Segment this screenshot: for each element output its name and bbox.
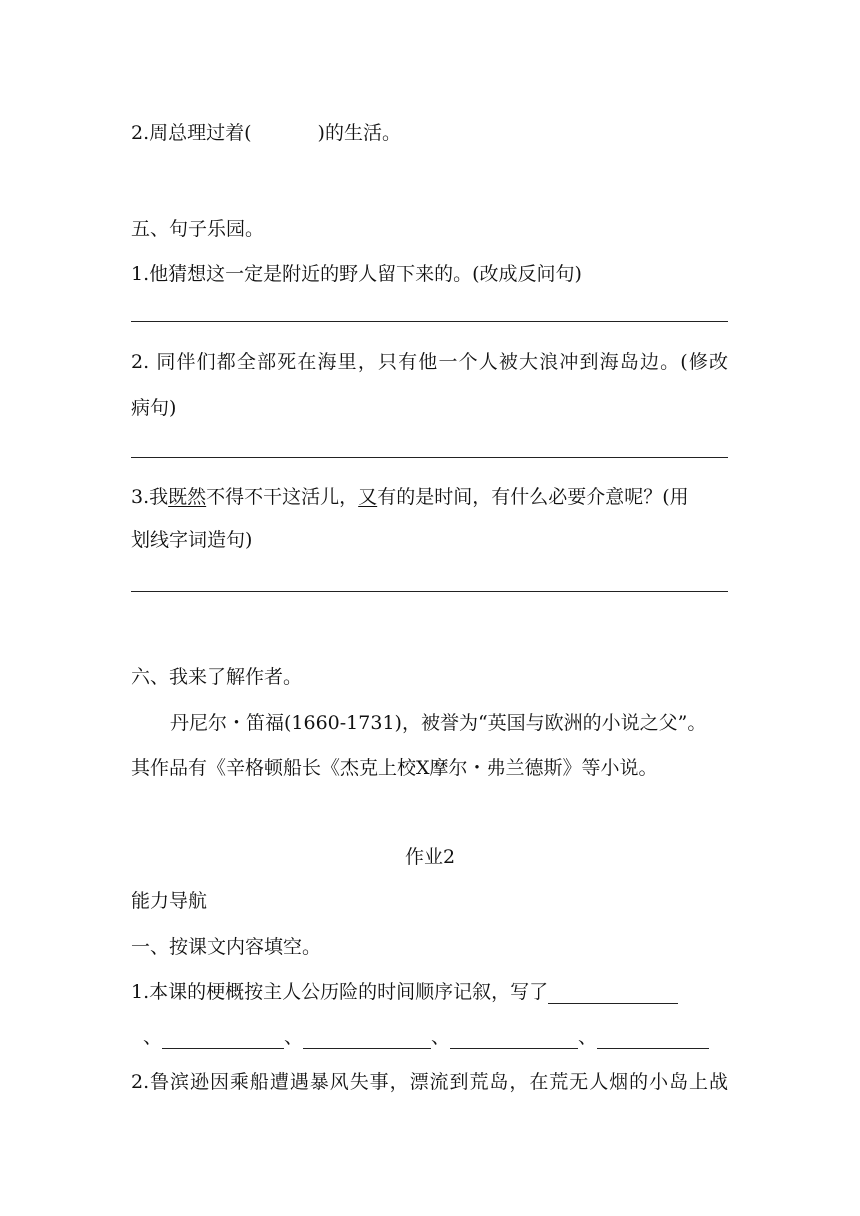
homework-q1-text: 1.本课的梗概按主人公历险的时间顺序记叙，写了 (131, 981, 549, 1003)
question-2-zhou (131, 121, 731, 145)
answer-line-q3[interactable] (131, 591, 728, 592)
fill-blank-2[interactable] (162, 1028, 284, 1049)
fill-blank-4[interactable] (450, 1028, 578, 1049)
separator: 、 (284, 1026, 304, 1048)
separator: 、 (431, 1026, 451, 1048)
homework-q2: 2.鲁滨逊因乘船遭遇暴风失事，漂流到荒岛，在荒无人烟的小岛上战 (131, 1071, 728, 1093)
section-6-title: 六、我来了解作者。 (131, 666, 303, 688)
section-5-q3-line1 (131, 485, 731, 509)
answer-line-q2[interactable] (131, 457, 728, 458)
homework-q1-blanks (131, 1025, 731, 1049)
fill-blank-1[interactable] (548, 983, 678, 1004)
section-5-q2-line1: 2. 同伴们都全部死在海里，只有他一个人被大浪冲到海岛边。(修改 (131, 351, 728, 373)
section-5-q3-line2: 划线字词造句) (131, 529, 253, 551)
homework-q1 (131, 980, 731, 1004)
q3-text-a: 3.我 (131, 486, 169, 508)
homework-section-1-title: 一、按课文内容填空。 (131, 936, 322, 958)
question-2-suffix: )的生活。 (317, 122, 401, 144)
fill-blank-3[interactable] (303, 1028, 431, 1049)
homework-subtitle: 能力导航 (131, 890, 208, 912)
underlined-word-jiran: 既然 (168, 486, 207, 508)
answer-line-q1[interactable] (131, 321, 728, 322)
section-6-paragraph-line1: 丹尼尔・笛福(1660-1731)，被誉为“英国与欧洲的小说之父”。 (170, 712, 707, 734)
section-6-paragraph-line2: 其作品有《辛格顿船长《杰克上校X摩尔・弗兰德斯》等小说。 (131, 757, 658, 779)
question-2-prefix: 2.周总理过着( (131, 122, 252, 144)
q3-text-c: 有的是时间，有什么必要介意呢？(用 (377, 486, 689, 508)
section-5-title: 五、句子乐园。 (131, 218, 265, 240)
section-5-q1: 1.他猜想这一定是附近的野人留下来的。(改成反问句) (131, 263, 582, 285)
homework-title: 作业2 (404, 846, 456, 868)
separator: 、 (143, 1026, 163, 1048)
fill-blank-5[interactable] (597, 1028, 709, 1049)
section-5-q2-line2: 病句) (131, 397, 177, 419)
separator: 、 (578, 1026, 598, 1048)
underlined-word-you: 又 (358, 486, 378, 508)
q3-text-b: 不得不干这活儿， (206, 486, 359, 508)
